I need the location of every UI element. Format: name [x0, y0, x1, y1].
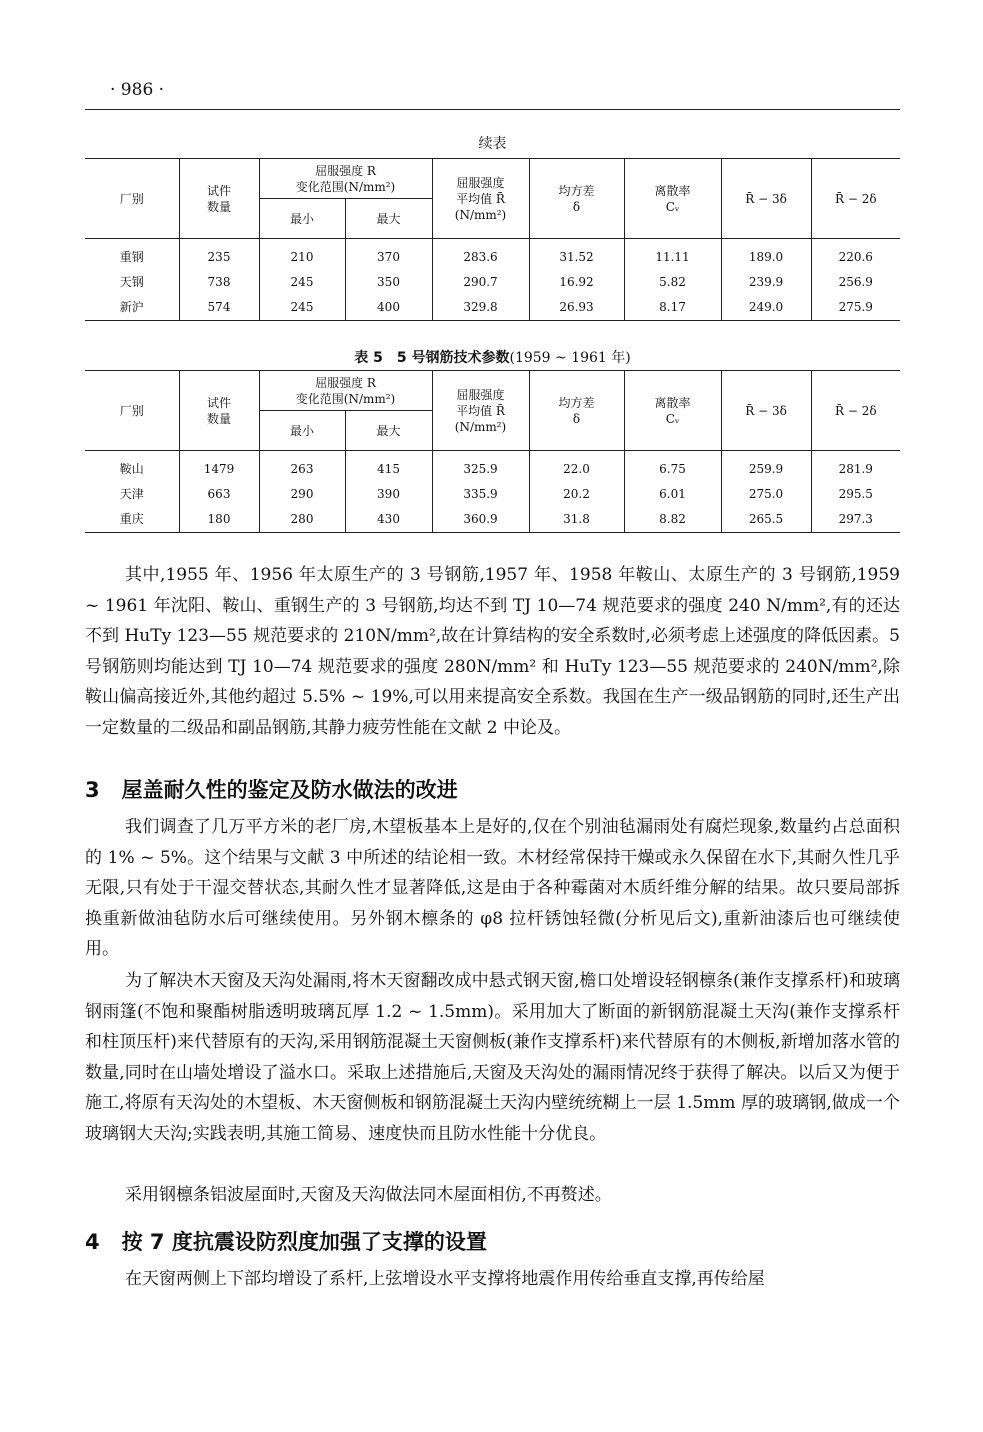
table-cell: 6.01	[624, 482, 721, 507]
table-cell: 283.6	[432, 239, 529, 271]
table-cell: 281.9	[811, 451, 900, 483]
header-range: 屈服强度 R 变化范围(N/mm²)	[259, 371, 432, 411]
table-cell: 新沪	[85, 295, 179, 321]
paragraph-3: 为了解决木天窗及天沟处漏雨,将木天窗翻改成中悬式钢天窗,檐口处增设轻钢檩条(兼作支撑系杆)和玻璃钢雨篷(不饱和聚酯树脂透明玻璃瓦厚 1.2 ~ 1.5mm)。采用加大了断面的新钢筋混凝土天沟(兼作支撑系杆和柱顶压杆)来代替原有的天沟,采用钢筋混凝土天窗侧板(兼作支撑系杆)来代替原有的木侧板,新增加落水管的数量,同时在山墙处增设了溢水口。采取上述措施后,天窗及天沟处的漏雨情况终于获得了解决。以后又为便于施工,将原有天沟处的木望板、木天窗侧板和钢筋混凝土天沟内壁统统糊上一层 1.5mm 厚的玻璃钢,做成一个玻璃钢大天沟;实践表明,其施工简易、速度快而且防水性能十分优良。	[85, 971, 900, 1144]
table-row	[85, 482, 900, 507]
table-row	[85, 270, 900, 295]
header-range: 屈服强度 R 变化范围(N/mm²)	[259, 159, 432, 199]
table-cell: 430	[345, 507, 432, 533]
table-cell: 249.0	[721, 295, 811, 321]
paragraph-1: 其中,1955 年、1956 年太原生产的 3 号钢筋,1957 年、1958 年鞍山、太原生产的 3 号钢筋,1959 ~ 1961 年沈阳、鞍山、重钢生产的 3 号钢筋,均达不到 TJ 10—74 规范要求的强度 240 N/mm²,有的还达不到 HuTy 123—55 规范要求的 210N/mm²,故在计算结构的安全系数时,必须考虑上述强度的降低因素。5 号钢筋则均能达到 TJ 10—74 规范要求的强度 280N/mm² 和 HuTy 123—55 规范要求的 240N/mm²,除鞍山偏高接近外,其他约超过 5.5% ~ 19%,可以用来提高安全系数。我国在生产一级品钢筋的同时,还生产出一定数量的二级品和副品钢筋,其静力疲劳性能在文献 2 中论及。	[85, 565, 900, 738]
table-cell: 245	[259, 270, 345, 295]
table-cell: 鞍山	[119, 462, 144, 476]
table-cell: 390	[345, 482, 432, 507]
table-cell: 8.82	[624, 507, 721, 533]
table-cell: 8.17	[624, 295, 721, 321]
table-cell: 256.9	[811, 270, 900, 295]
table-cell: 189.0	[721, 239, 811, 271]
header-rule	[85, 109, 900, 110]
header-min: 最小	[259, 411, 345, 451]
table-cell: 335.9	[432, 482, 529, 507]
table-cell: 370	[345, 239, 432, 271]
header-cv: 离散率 Cᵥ	[624, 371, 721, 451]
table-cell: 重钢	[119, 250, 144, 264]
paragraph-2: 我们调查了几万平方米的老厂房,木望板基本上是好的,仅在个别油毡漏雨处有腐烂现象,数量约占总面积的 1% ~ 5%。这个结果与文献 3 中所述的结论相一致。木材经常保持干燥或永久保留在水下,其耐久性几乎无限,只有处于干湿交替状态,其耐久性才显著降低,这是由于各种霉菌对木质纤维分解的结果。故只要局部拆换重新做油毡防水后可继续使用。另外钢木檩条的 φ8 拉杆锈蚀轻微(分析见后文),重新油漆后也可继续使用。	[85, 817, 900, 959]
table-cell: 350	[345, 270, 432, 295]
header-mean: 屈服强度 平均值 R̄ (N/mm²)	[432, 159, 529, 239]
continued-table	[85, 158, 900, 321]
page-number: · 986 ·	[110, 80, 165, 100]
table-cell: 26.93	[529, 295, 624, 321]
header-r3: R̄ − 3δ	[721, 371, 811, 451]
paragraph-5: 在天窗两侧上下部均增设了系杆,上弦增设水平支撑将地震作用传给垂直支撑,再传给屋	[125, 1269, 765, 1289]
table-cell: 5.82	[624, 270, 721, 295]
table-continued-caption: 续表	[478, 136, 507, 152]
header-factory: 厂别	[85, 371, 179, 451]
table-row	[85, 451, 900, 483]
table-cell: 263	[259, 451, 345, 483]
header-max: 最大	[345, 411, 432, 451]
paragraph-4: 采用钢檩条铝波屋面时,天窗及天沟做法同木屋面相仿,不再赘述。	[125, 1185, 612, 1205]
table-cell: 275.9	[811, 295, 900, 321]
table-row	[85, 507, 900, 533]
table5	[85, 370, 900, 533]
table-cell: 1479	[179, 451, 259, 483]
table-cell: 290.7	[432, 270, 529, 295]
table-cell: 415	[345, 451, 432, 483]
table-cell: 280	[259, 507, 345, 533]
table-cell: 6.75	[624, 451, 721, 483]
header-count: 试件 数量	[179, 371, 259, 451]
table-cell: 325.9	[432, 451, 529, 483]
header-mean: 屈服强度 平均值 R̄ (N/mm²)	[432, 371, 529, 451]
section-3-heading: 3 屋盖耐久性的鉴定及防水做法的改进	[85, 778, 458, 802]
table-cell: 738	[179, 270, 259, 295]
header-min: 最小	[259, 199, 345, 239]
header-r2: R̄ − 2δ	[811, 159, 900, 239]
table-cell: 210	[259, 239, 345, 271]
header-max: 最大	[345, 199, 432, 239]
table-cell: 22.0	[529, 451, 624, 483]
table-cell: 360.9	[432, 507, 529, 533]
table-cell: 天津	[119, 487, 144, 501]
table-cell: 220.6	[811, 239, 900, 271]
table-cell: 663	[179, 482, 259, 507]
header-r2: R̄ − 2δ	[811, 371, 900, 451]
table-cell: 31.8	[529, 507, 624, 533]
section-4-heading: 4 按 7 度抗震设防烈度加强了支撑的设置	[85, 1230, 487, 1254]
table-cell: 275.0	[721, 482, 811, 507]
header-count: 试件 数量	[179, 159, 259, 239]
table-cell: 235	[179, 239, 259, 271]
header-cv: 离散率 Cᵥ	[624, 159, 721, 239]
table-cell: 295.5	[811, 482, 900, 507]
table-cell: 400	[345, 295, 432, 321]
header-std: 均方差 δ	[529, 159, 624, 239]
table-cell: 重庆	[85, 507, 179, 533]
table-cell: 297.3	[811, 507, 900, 533]
header-r3: R̄ − 3δ	[721, 159, 811, 239]
table-row	[85, 239, 900, 271]
table-cell: 290	[259, 482, 345, 507]
table-cell: 245	[259, 295, 345, 321]
header-factory: 厂别	[85, 159, 179, 239]
header-std: 均方差 δ	[529, 371, 624, 451]
table-cell: 329.8	[432, 295, 529, 321]
table-cell: 239.9	[721, 270, 811, 295]
table-cell: 574	[179, 295, 259, 321]
table-cell: 180	[179, 507, 259, 533]
table-cell: 20.2	[529, 482, 624, 507]
table-cell: 31.52	[529, 239, 624, 271]
table-cell: 11.11	[624, 239, 721, 271]
table-row	[85, 295, 900, 321]
table5-caption: 表 5 5 号钢筋技术参数(1959 ~ 1961 年)	[354, 350, 631, 366]
table-cell: 259.9	[721, 451, 811, 483]
table-cell: 天钢	[119, 275, 144, 289]
table-cell: 16.92	[529, 270, 624, 295]
table-cell: 265.5	[721, 507, 811, 533]
